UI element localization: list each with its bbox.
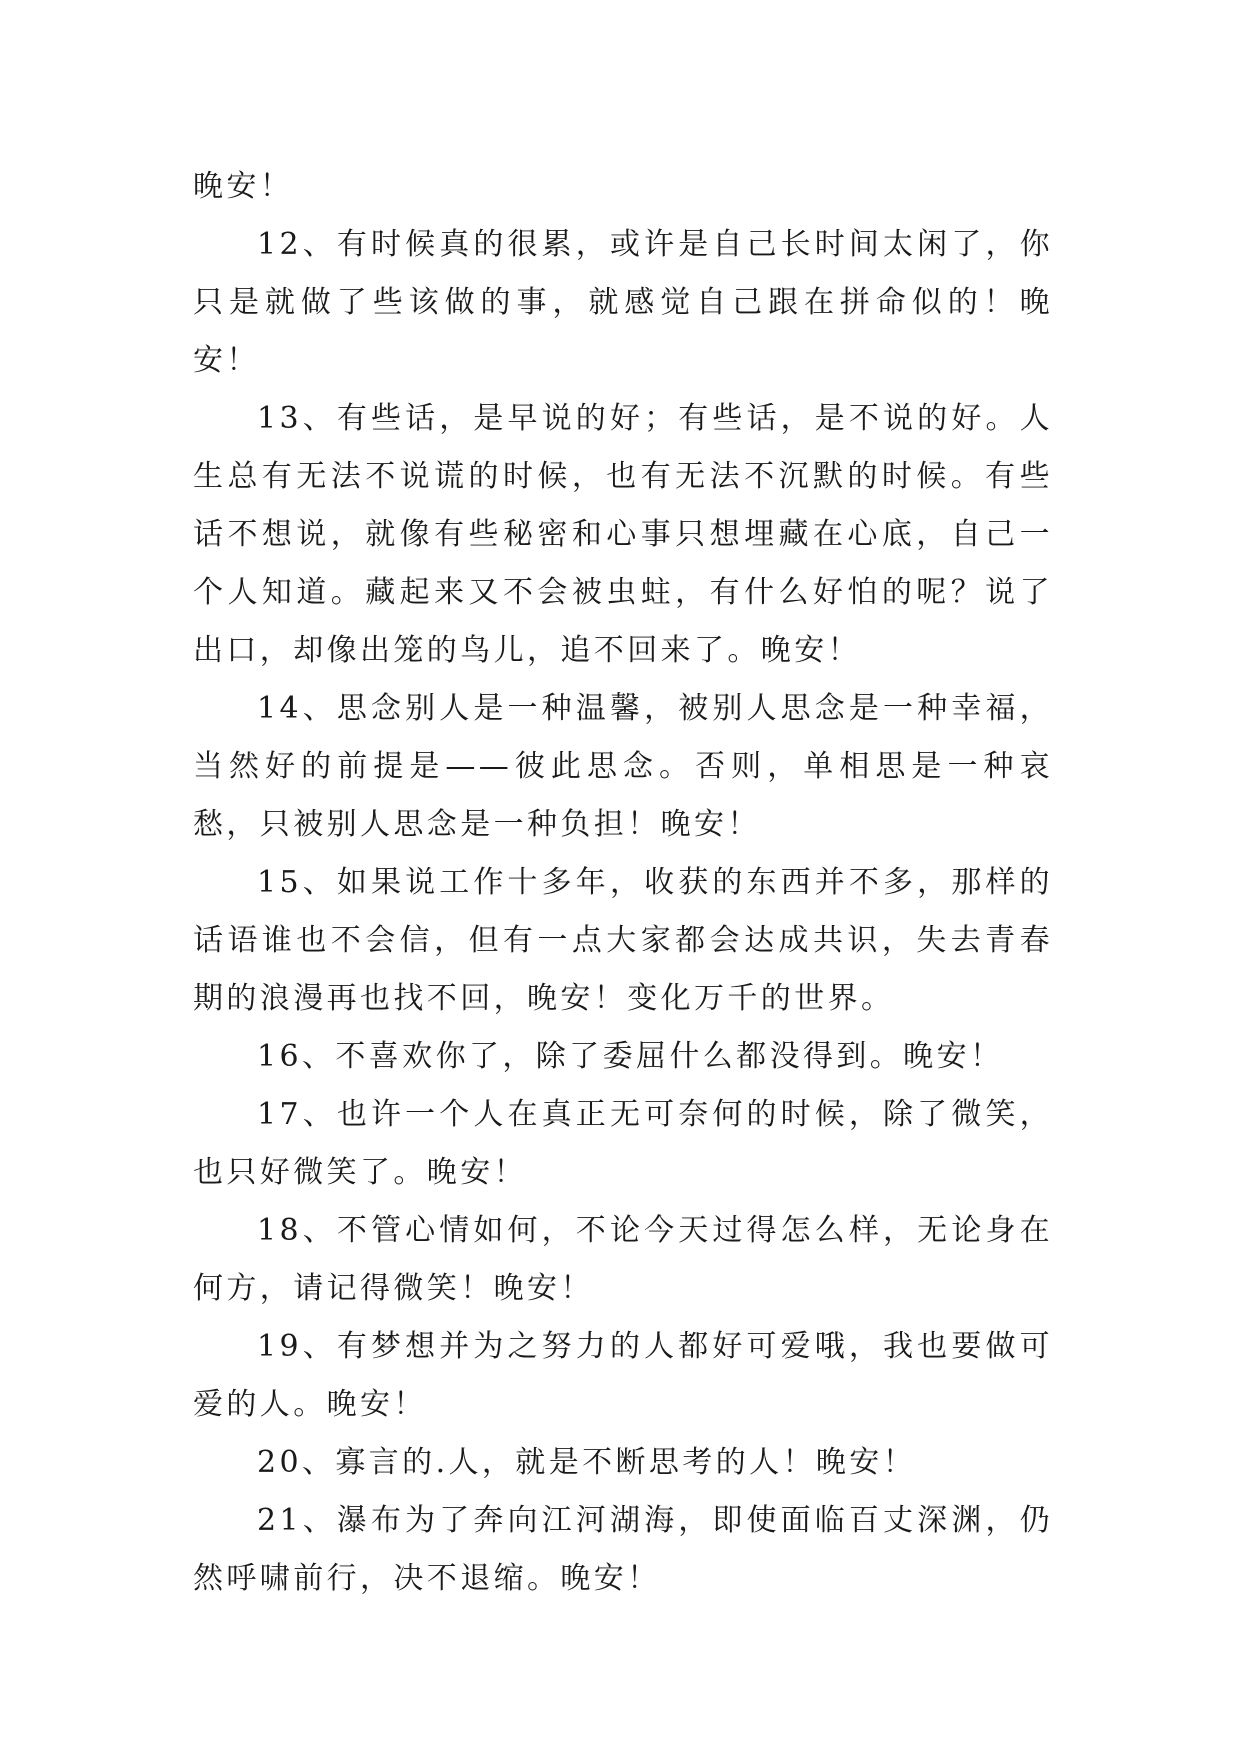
paragraph-12: 12、有时候真的很累，或许是自己长时间太闲了，你只是就做了些该做的事，就感觉自己跟在拼命似的！晚安！ bbox=[193, 227, 1053, 378]
paragraph-17: 17、也许一个人在真正无可奈何的时候，除了微笑，也只好微笑了。晚安！ bbox=[193, 1097, 1053, 1190]
paragraph-19: 19、有梦想并为之努力的人都好可爱哦，我也要做可爱的人。晚安！ bbox=[193, 1329, 1053, 1422]
paragraph-15: 15、如果说工作十多年，收获的东西并不多，那样的话语谁也不会信，但有一点大家都会达成共识，失去青春期的浪漫再也找不回，晚安！变化万千的世界。 bbox=[193, 865, 1053, 1016]
paragraph-20: 20、寡言的.人，就是不断思考的人！晚安！ bbox=[257, 1445, 917, 1480]
paragraph-21: 21、瀑布为了奔向江河湖海，即使面临百丈深渊，仍然呼啸前行，决不退缩。晚安！ bbox=[193, 1503, 1053, 1596]
paragraph-16: 16、不喜欢你了，除了委屈什么都没得到。晚安！ bbox=[257, 1039, 1004, 1074]
paragraph-14: 14、思念别人是一种温馨，被别人思念是一种幸福，当然好的前提是——彼此思念。否则，单相思是一种哀愁，只被别人思念是一种负担！晚安！ bbox=[193, 691, 1053, 842]
document-body bbox=[193, 158, 1053, 1608]
paragraph-13: 13、有些话，是早说的好；有些话，是不说的好。人生总有无法不说谎的时候，也有无法不沉默的时候。有些话不想说，就像有些秘密和心事只想埋藏在心底，自己一个人知道。藏起来又不会被虫蛀，有什么好怕的呢？说了出口，却像出笼的鸟儿，追不回来了。晚安！ bbox=[193, 401, 1053, 668]
paragraph-18: 18、不管心情如何，不论今天过得怎么样，无论身在何方，请记得微笑！晚安！ bbox=[193, 1213, 1053, 1306]
paragraph-continuation: 晚安！ bbox=[193, 169, 294, 204]
